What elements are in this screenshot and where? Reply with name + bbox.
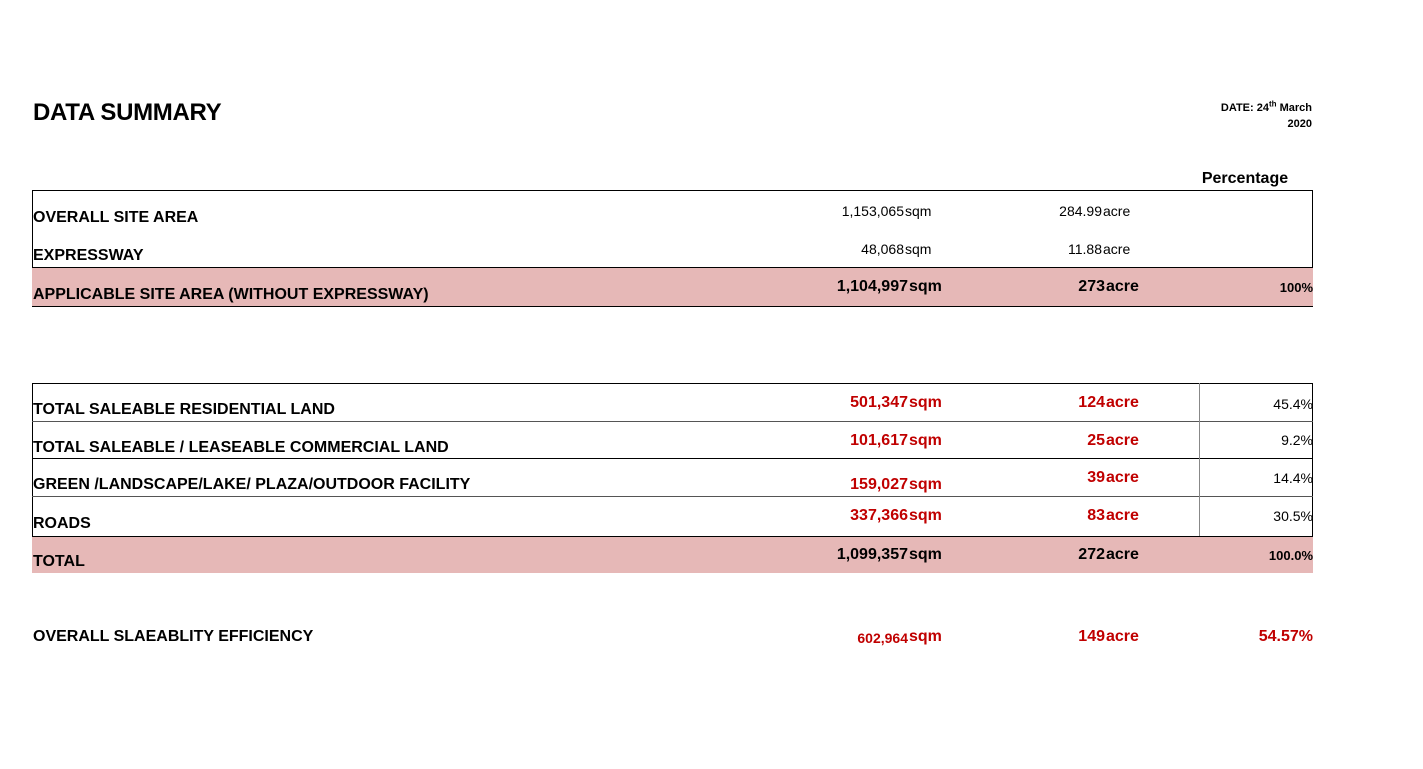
row-label: TOTAL [33, 553, 85, 570]
efficiency-percentage: 54.57% [1258, 628, 1313, 645]
percentage-value: 45.4% [1273, 396, 1313, 412]
sqm-value: 48,068 [861, 241, 904, 257]
date-stamp [1180, 100, 1312, 132]
percentage-value: 100.0% [1268, 548, 1313, 563]
sqm-unit: sqm [905, 241, 932, 257]
acre-unit: acre [1106, 432, 1139, 449]
acre-unit: acre [1106, 546, 1139, 563]
percentage-value: 14.4% [1273, 470, 1313, 486]
table-row-green-landscape [32, 468, 1313, 498]
date-month: March [1276, 102, 1312, 114]
sqm-unit: sqm [909, 628, 942, 645]
sqm-unit: sqm [909, 546, 942, 563]
acre-unit: acre [1106, 507, 1139, 524]
acre-value: 83 [1087, 507, 1105, 524]
date-suffix: th [1268, 99, 1277, 109]
table-row-applicable-site-area [32, 276, 1313, 306]
sqm-value: 1,104,997 [836, 278, 908, 295]
row-label: GREEN /LANDSCAPE/LAKE/ PLAZA/OUTDOOR FACILITY [33, 476, 471, 493]
acre-value: 124 [1078, 394, 1105, 411]
table-row-roads [32, 506, 1313, 536]
date-prefix: DATE: 24 [1220, 102, 1269, 114]
acre-unit: acre [1106, 278, 1139, 295]
row-label: TOTAL SALEABLE RESIDENTIAL LAND [33, 401, 335, 418]
row-label: OVERALL SLAEABLITY EFFICIENCY [33, 628, 314, 645]
table-row-commercial [32, 430, 1313, 460]
sqm-unit: sqm [909, 394, 942, 411]
acre-unit: acre [1103, 241, 1131, 257]
acre-value: 273 [1078, 278, 1105, 295]
sqm-value: 501,347 [850, 394, 908, 411]
sqm-value: 1,153,065 [841, 203, 904, 219]
acre-unit: acre [1106, 469, 1139, 486]
row-label: ROADS [33, 515, 91, 532]
row-label: APPLICABLE SITE AREA (WITHOUT EXPRESSWAY) [33, 286, 429, 303]
table-row-total [32, 545, 1313, 575]
sqm-value: 1,099,357 [836, 546, 908, 563]
percentage-value: 9.2% [1281, 432, 1313, 448]
acre-value: 25 [1087, 432, 1105, 449]
percentage-value: 30.5% [1273, 508, 1313, 524]
date-year: 2020 [1287, 118, 1312, 130]
percentage-header: Percentage [1201, 170, 1289, 187]
percentage-value: 100% [1279, 280, 1313, 295]
sqm-unit: sqm [909, 432, 942, 449]
sqm-unit: sqm [909, 278, 942, 295]
acre-value: 284.99 [1059, 203, 1102, 219]
table-row-residential [32, 392, 1313, 422]
sqm-value: 602,964 [857, 630, 908, 646]
acre-value: 272 [1078, 546, 1105, 563]
acre-value: 11.88 [1068, 241, 1102, 257]
sqm-value: 159,027 [850, 476, 908, 493]
sqm-unit: sqm [905, 203, 932, 219]
acre-value: 149 [1078, 628, 1105, 645]
acre-unit: acre [1103, 203, 1131, 219]
acre-unit: acre [1106, 394, 1139, 411]
row-label: OVERALL SITE AREA [33, 209, 199, 226]
sqm-unit: sqm [909, 507, 942, 524]
sqm-value: 101,617 [850, 432, 908, 449]
sqm-value: 337,366 [850, 507, 908, 524]
row-label: EXPRESSWAY [33, 247, 144, 264]
table-row-overall-site-area [32, 200, 1313, 230]
acre-unit: acre [1106, 628, 1139, 645]
table-row-expressway [32, 238, 1313, 268]
page-title: DATA SUMMARY [33, 99, 222, 126]
row-label: TOTAL SALEABLE / LEASEABLE COMMERCIAL LAND [33, 439, 449, 456]
acre-value: 39 [1087, 469, 1105, 486]
sqm-unit: sqm [909, 476, 942, 493]
efficiency-row [32, 626, 1313, 656]
